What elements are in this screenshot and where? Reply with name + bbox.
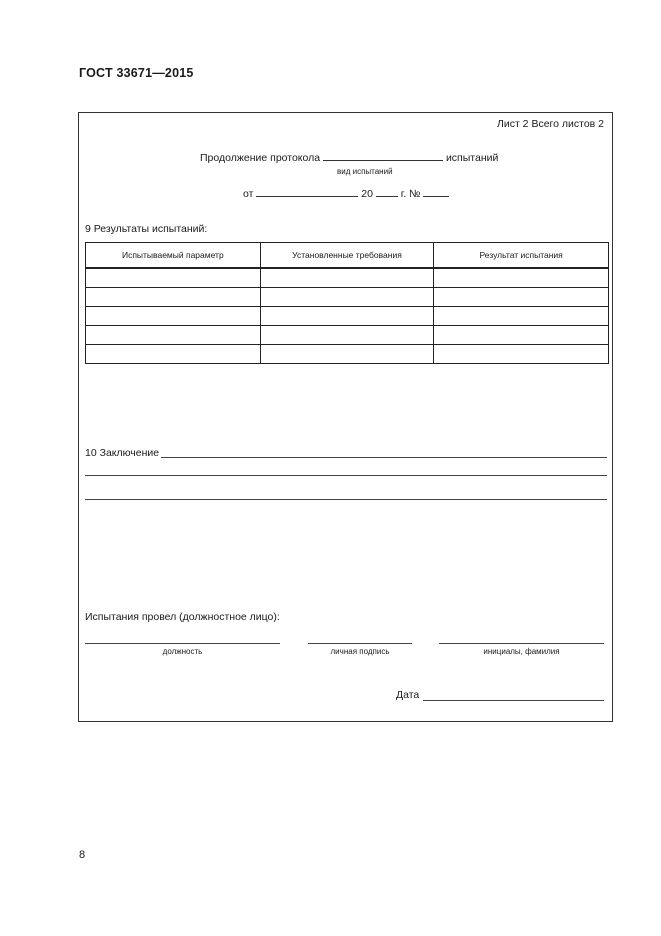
table-cell[interactable]: [86, 268, 261, 288]
test-kind-caption: вид испытаний: [337, 167, 393, 176]
conclusion-line-2[interactable]: [85, 475, 607, 476]
table-cell[interactable]: [260, 326, 434, 345]
table-cell[interactable]: [260, 307, 434, 326]
conclusion-label: 10 Заключение: [85, 447, 160, 459]
table-cell[interactable]: [434, 268, 609, 288]
column-header-requirements: Установленные требования: [260, 243, 434, 269]
table-cell[interactable]: [434, 345, 609, 364]
date-field[interactable]: [423, 700, 604, 701]
table-row: [86, 326, 609, 345]
conclusion-line-1[interactable]: [161, 457, 607, 458]
table-cell[interactable]: [434, 326, 609, 345]
column-header-result: Результат испытания: [434, 243, 609, 269]
protocol-date-field[interactable]: [256, 187, 358, 197]
table-row: [86, 288, 609, 307]
continuation-prefix: Продолжение протокола: [200, 152, 321, 164]
position-caption: должность: [162, 647, 203, 656]
table-cell[interactable]: [86, 345, 261, 364]
table-row: [86, 345, 609, 364]
results-table: [85, 242, 609, 364]
table-cell[interactable]: [260, 288, 434, 307]
column-header-parameter: Испытываемый параметр: [86, 243, 261, 269]
sheet-info: Лист 2 Всего листов 2: [496, 118, 604, 130]
conclusion-line-3[interactable]: [85, 499, 607, 500]
name-caption: инициалы, фамилия: [483, 647, 560, 656]
date-suffix: г. №: [400, 188, 421, 200]
test-kind-field[interactable]: [323, 151, 443, 161]
date-number-line: [243, 187, 449, 200]
date-prefix: от: [243, 188, 254, 200]
date-year: 20: [361, 188, 373, 200]
continuation-suffix: испытаний: [445, 152, 499, 164]
protocol-number-field[interactable]: [423, 187, 449, 197]
protocol-form-frame: [78, 112, 613, 722]
tested-by-label: Испытания провел (должностное лицо):: [85, 611, 280, 623]
page-number: 8: [79, 849, 86, 861]
results-section-title: 9 Результаты испытаний:: [85, 223, 208, 235]
table-cell[interactable]: [260, 268, 434, 288]
position-field[interactable]: [85, 643, 280, 644]
signature-field[interactable]: [308, 643, 412, 644]
protocol-year-field[interactable]: [376, 187, 398, 197]
table-cell[interactable]: [86, 288, 261, 307]
table-row: [86, 307, 609, 326]
continuation-line: [200, 151, 498, 164]
table-cell[interactable]: [86, 307, 261, 326]
document-code: ГОСТ 33671—2015: [79, 66, 194, 80]
table-row: [86, 268, 609, 288]
signature-caption: личная подпись: [330, 647, 390, 656]
table-cell[interactable]: [434, 288, 609, 307]
table-cell[interactable]: [434, 307, 609, 326]
table-cell[interactable]: [86, 326, 261, 345]
table-cell[interactable]: [260, 345, 434, 364]
results-table-header: [86, 243, 609, 269]
name-field[interactable]: [439, 643, 604, 644]
date-label: Дата: [396, 689, 420, 701]
